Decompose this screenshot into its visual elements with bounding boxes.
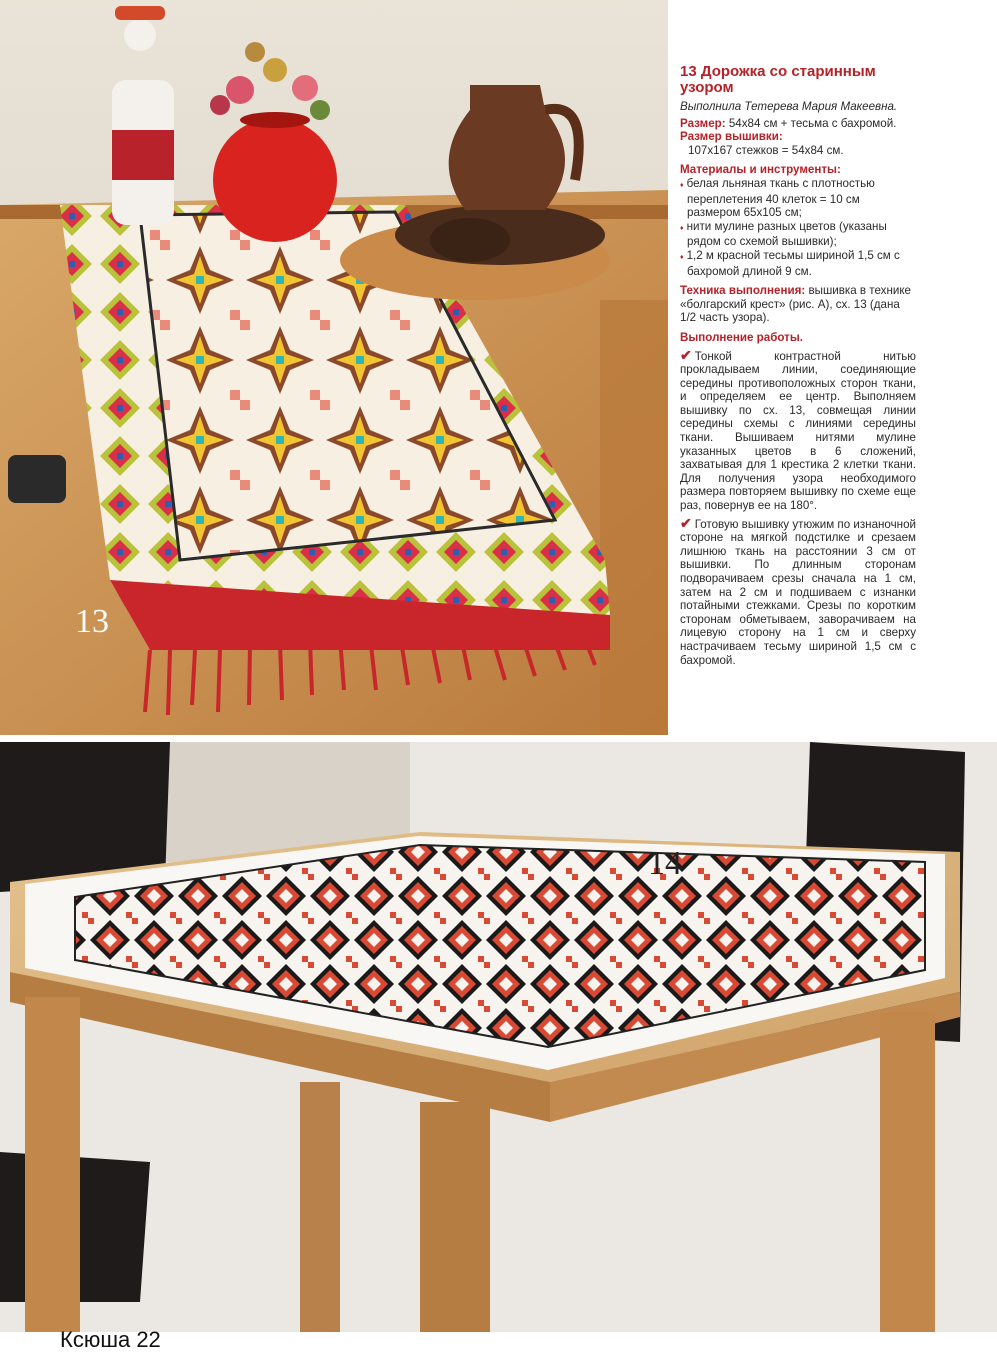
photo-runner-14: [0, 742, 997, 1332]
article-author: Выполнила Тетерева Мария Макеевна.: [680, 100, 898, 113]
materials-label: Материалы и инструменты:: [680, 163, 841, 177]
check-icon: ✔: [680, 514, 692, 531]
work-paragraph-text: Готовую вышивку утюжим по изнаночной стороне на мягкой подстилке и срезаем лишнюю ткань на расстоянии 3 см от вышивки. По длинным сторонам подворачиваем срезы сначала на 1 см, затем на 2 см и подшиваем с изнанки потайными стежками. Срезы по коротким сторонам обметываем, заворачиваем на лицевую сторону на 1 см и сверху настрачиваем тесьму шириной 1,5 см с бахромой.: [680, 517, 916, 667]
embroidery-size-label: Размер вышивки:: [680, 130, 783, 144]
materials-item: ♦ 1,2 м красной тесьмы шириной 1,5 см с бахромой длиной 9 см.: [680, 249, 916, 278]
technique-value: вышивка в технике «болгарский крест» (рис. А), сх. 13 (дана 1/2 часть узора).: [680, 284, 911, 325]
materials-section: [680, 163, 916, 278]
materials-item: ♦ нити мулине разных цветов (указаны рядом со схемой вышивки);: [680, 220, 916, 249]
work-paragraph-text: Тонкой контрастной нитью прокладываем линии, соединяющие середины противоположных сторон ткани, и определяем ее центр. Выполняем вышивку по сх. 13, совмещая линии середины схемы с линиями середины ткани. Вышиваем нитями мулине указанных цветов в 6 сложений, захватывая для 1 крестика 2 клетки ткани. Для получения узора необходимого размера повторяем вышивку по схеме еще раз, повернув ее на 180°.: [680, 349, 916, 513]
work-paragraph: [680, 514, 916, 668]
runner-14-illustration: [0, 742, 997, 1332]
work-section: [680, 331, 916, 667]
technique-section: [680, 284, 916, 325]
page-footer: Ксюша 22: [60, 1327, 161, 1352]
article-title: 13 Дорожка со старинным узором: [680, 63, 876, 96]
article-column: [680, 64, 916, 667]
materials-item: ♦ белая льняная ткань с плотностью переплетения 40 клеток = 10 см размером 65х105 см;: [680, 177, 916, 220]
figure-number-14: 14: [648, 845, 682, 882]
size-label: Размер:: [680, 116, 726, 130]
size-row: [680, 117, 916, 131]
check-icon: ✔: [680, 346, 692, 363]
embroidery-size-value: 107х167 стежков = 54х84 см.: [688, 143, 844, 157]
work-paragraph: [680, 346, 916, 513]
work-label: Выполнение работы.: [680, 330, 803, 344]
figure-number-13: 13: [75, 603, 109, 640]
technique-label: Техника выполнения:: [680, 284, 806, 298]
size-value: 54х84 см + тесьма с бахромой.: [728, 116, 897, 130]
